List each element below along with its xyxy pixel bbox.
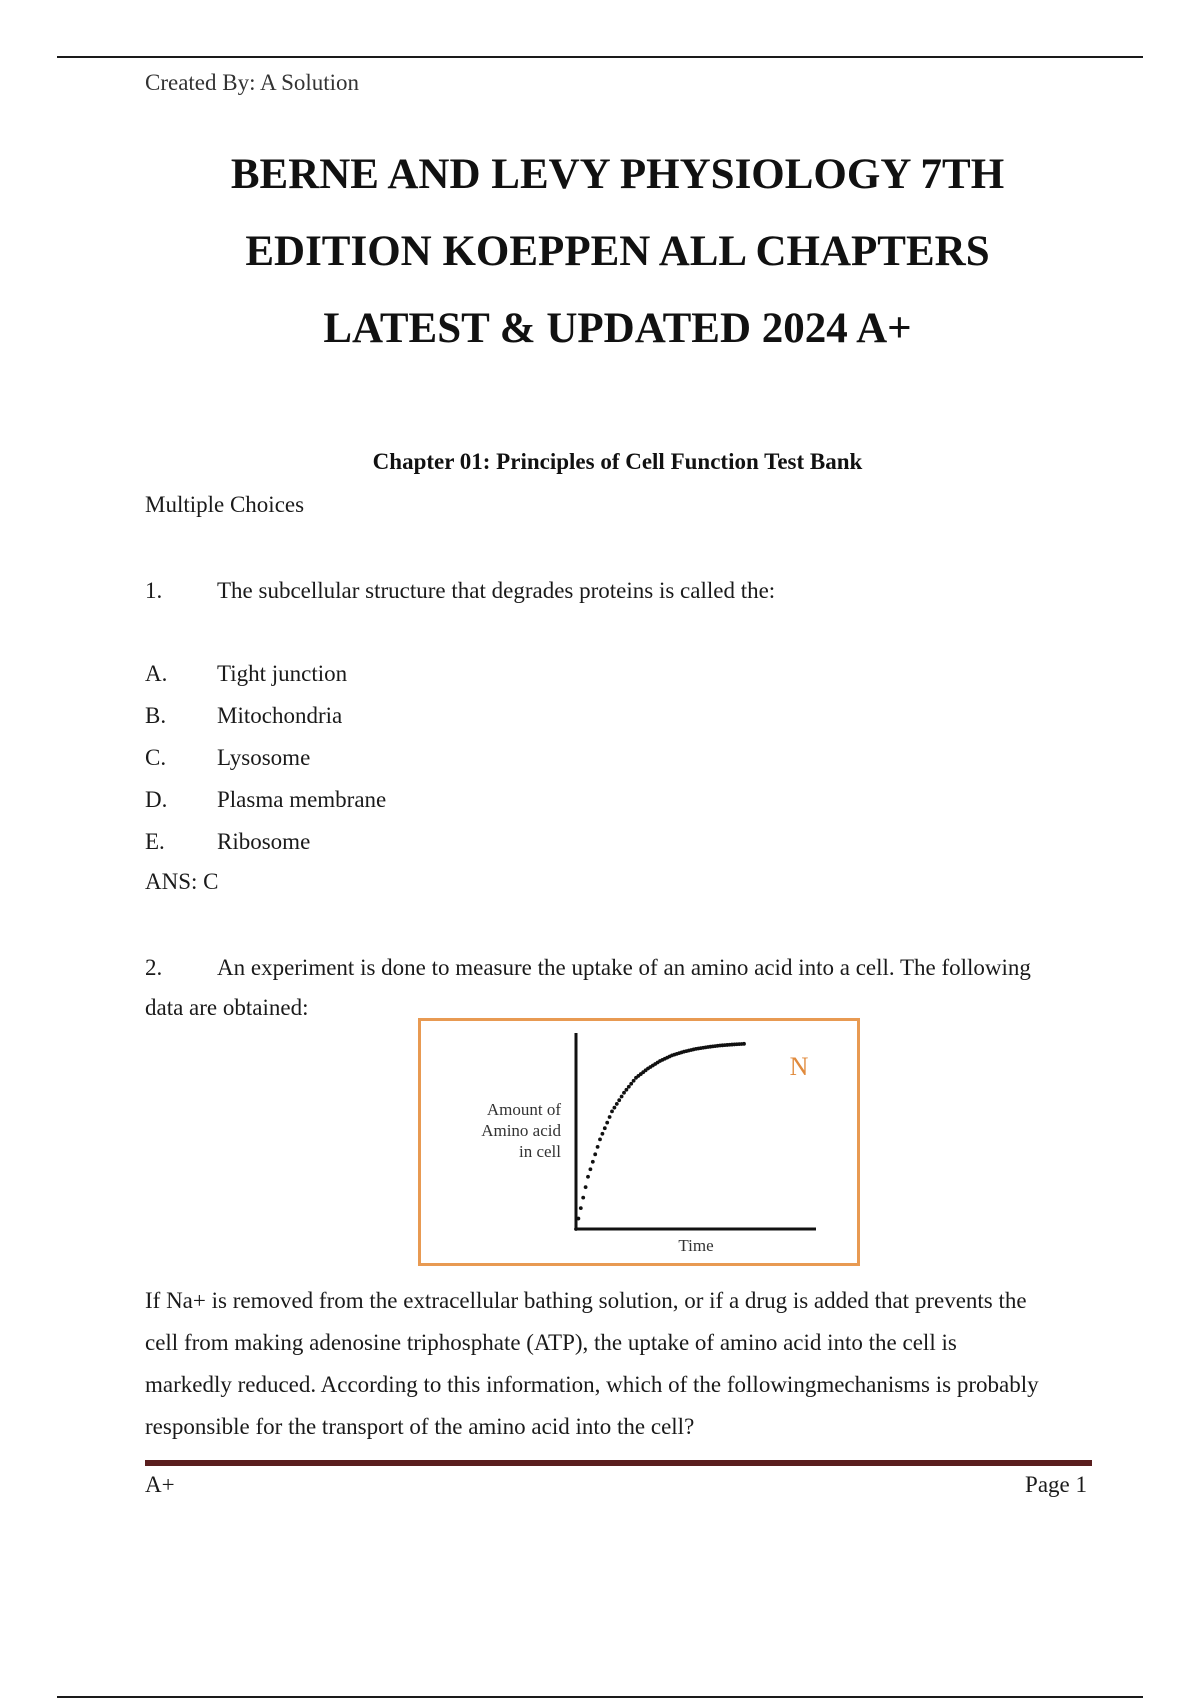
uptake-chart-svg xyxy=(421,1021,857,1263)
title-line-2: EDITION KOEPPEN ALL CHAPTERS xyxy=(245,228,990,275)
title-line-1: BERNE AND LEVY PHYSIOLOGY 7TH xyxy=(230,151,1005,198)
curve-point-11 xyxy=(601,1132,605,1136)
curve-point-0 xyxy=(574,1227,578,1231)
curve-label: N xyxy=(789,1052,809,1081)
curve-point-7 xyxy=(591,1160,595,1164)
bottom-rule xyxy=(57,1696,1143,1698)
question-2-body-line-1: If Na+ is removed from the extracellular bathing solution, or if a drug is added that prevents the xyxy=(145,1288,1027,1313)
question-2-number: 2. xyxy=(145,955,163,980)
curve-point-18 xyxy=(617,1098,621,1102)
curve-point-9 xyxy=(596,1145,600,1149)
created-by: Created By: A Solution xyxy=(145,70,360,95)
option-d-text: Plasma membrane xyxy=(217,787,387,812)
footer-bar xyxy=(145,1460,1092,1466)
document-title xyxy=(145,136,1090,367)
option-a-text: Tight junction xyxy=(217,661,348,686)
title-line-3: LATEST & UPDATED 2024 A+ xyxy=(323,305,912,352)
page-number: Page 1 xyxy=(1025,1472,1087,1497)
curve-point-14 xyxy=(608,1115,612,1119)
curve-point-12 xyxy=(603,1126,607,1130)
curve-point-4 xyxy=(584,1185,588,1189)
y-axis-label-line-2: Amino acid xyxy=(481,1121,561,1140)
curve-point-2 xyxy=(579,1206,583,1210)
option-b-letter: B. xyxy=(145,703,167,728)
question-1-number: 1. xyxy=(145,578,163,603)
curve-point-23 xyxy=(629,1082,633,1086)
top-rule xyxy=(57,56,1143,58)
curve-point-22 xyxy=(627,1085,631,1089)
question-2-body-line-4: responsible for the transport of the amino acid into the cell? xyxy=(145,1414,695,1439)
curve-point-17 xyxy=(615,1102,619,1106)
question-2-text-line-2: data are obtained: xyxy=(145,995,309,1020)
footer-grade: A+ xyxy=(145,1472,175,1497)
chapter-heading: Chapter 01: Principles of Cell Function Test Bank xyxy=(372,449,863,474)
curve-point-20 xyxy=(622,1091,626,1095)
question-2-body-line-3: markedly reduced. According to this information, which of the followingmechanisms is probably xyxy=(145,1372,1039,1397)
question-2-body-line-2: cell from making adenosine triphosphate (ATP), the uptake of amino acid into the cell is xyxy=(145,1330,957,1355)
option-c-letter: C. xyxy=(145,745,167,770)
curve-point-16 xyxy=(613,1106,617,1110)
option-c-text: Lysosome xyxy=(217,745,311,770)
curve-point-19 xyxy=(620,1095,624,1099)
option-d-letter: D. xyxy=(145,787,168,812)
question-1-text: The subcellular structure that degrades proteins is called the: xyxy=(217,578,776,603)
curve-point-24 xyxy=(632,1079,636,1083)
uptake-chart xyxy=(418,1018,860,1266)
curve-point-6 xyxy=(589,1167,593,1171)
curve-point-5 xyxy=(586,1175,590,1179)
question-1-answer: ANS: C xyxy=(145,869,219,894)
curve-point-3 xyxy=(581,1196,585,1200)
curve-point-15 xyxy=(610,1110,614,1114)
x-axis-label: Time xyxy=(678,1236,714,1255)
curve-point-1 xyxy=(577,1217,581,1221)
option-e-letter: E. xyxy=(145,829,165,854)
curve-point-8 xyxy=(593,1152,597,1156)
curve-point-13 xyxy=(605,1121,609,1125)
option-a-letter: A. xyxy=(145,661,168,686)
curve-point-10 xyxy=(598,1138,602,1142)
curve-point-70 xyxy=(742,1042,746,1046)
section-label: Multiple Choices xyxy=(145,492,305,517)
y-axis-label-line-1: Amount of xyxy=(486,1100,561,1119)
option-e-text: Ribosome xyxy=(217,829,311,854)
curve-point-21 xyxy=(625,1088,629,1092)
y-axis-label-line-3: in cell xyxy=(518,1142,561,1161)
option-b-text: Mitochondria xyxy=(217,703,343,728)
question-2-text-line-1: An experiment is done to measure the uptake of an amino acid into a cell. The following xyxy=(217,955,1031,980)
